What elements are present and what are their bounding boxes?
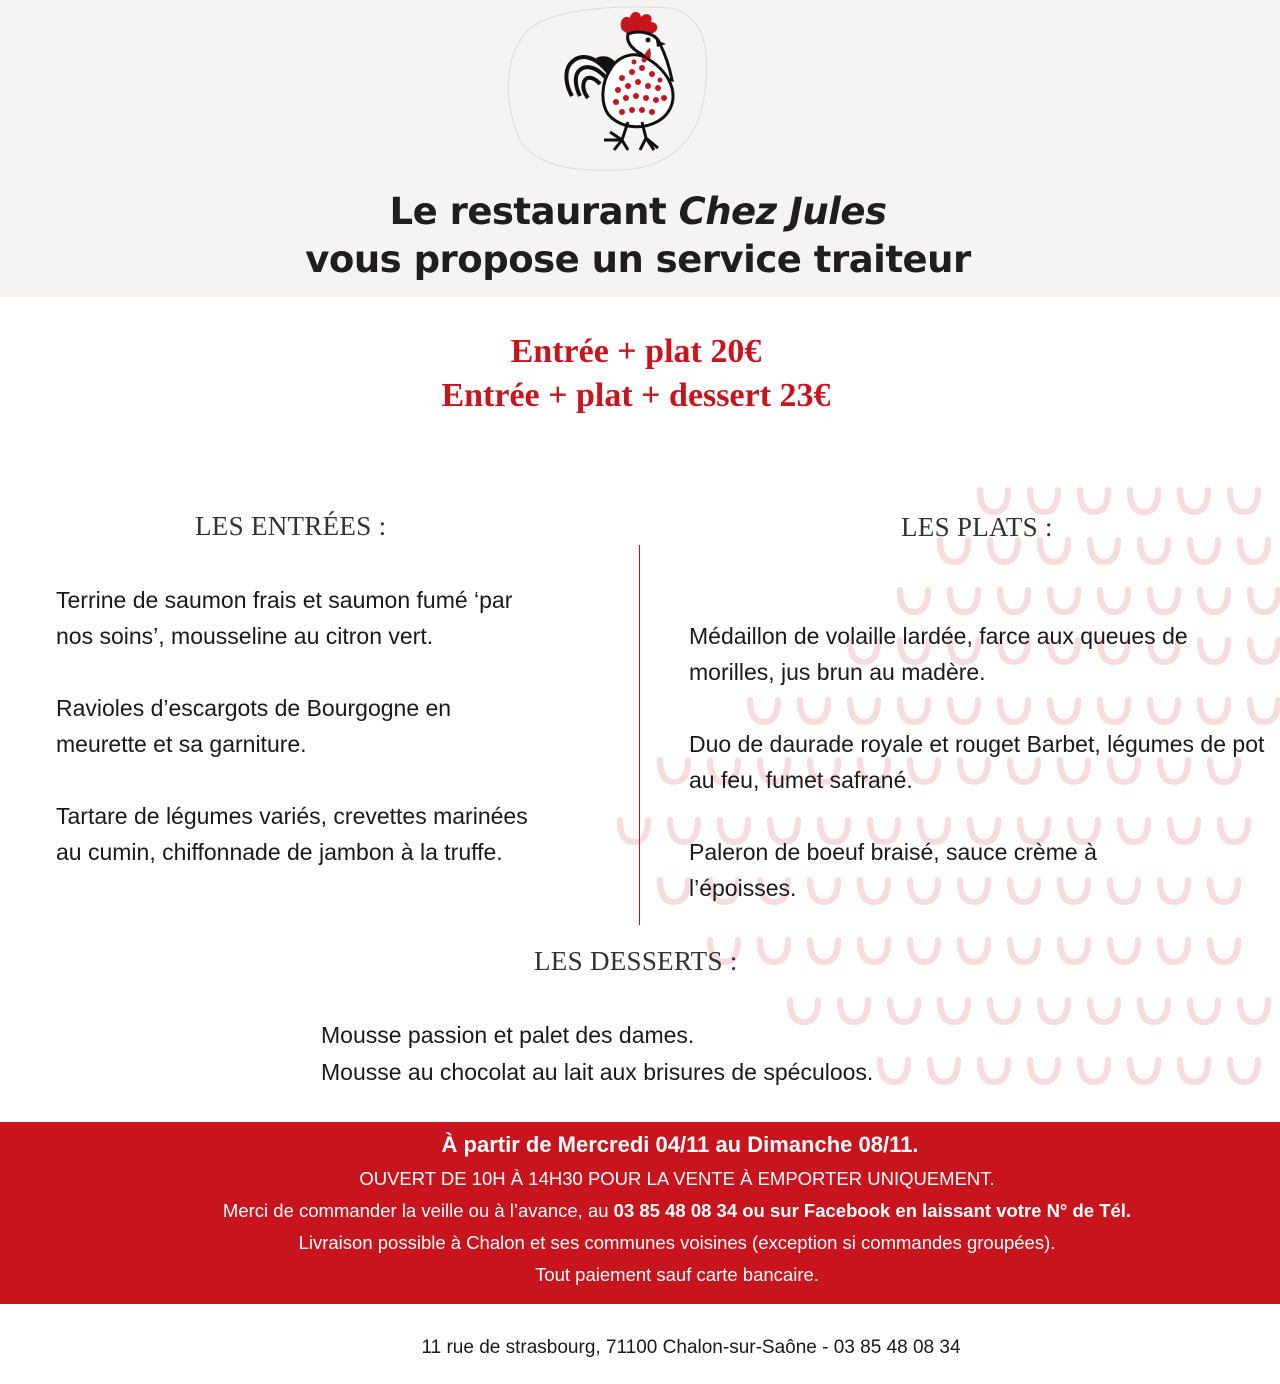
title-line-2: vous propose un service traiteur (305, 238, 971, 281)
title-line-1 (0, 188, 1276, 236)
price-menu-3-courses: Entrée + plat + dessert 23€ (441, 377, 831, 414)
list-item: Tartare de légumes variés, crevettes marinées au cumin, chiffonnade de jambon à la truffe. (56, 803, 528, 865)
banner-dates: À partir de Mercredi 04/11 au Dimanche 08/11. (441, 1132, 919, 1157)
column-divider (639, 545, 640, 925)
footer-address: 11 rue de strasbourg, 71100 Chalon-sur-Saône - 03 85 48 08 34 (421, 1337, 961, 1358)
list-item: Mousse passion et palet des dames. (321, 1022, 695, 1048)
desserts-list (321, 1017, 873, 1091)
price-menu-2-courses: Entrée + plat 20€ (510, 333, 762, 370)
header (0, 0, 1280, 297)
info-banner (0, 1122, 1280, 1304)
plats-list (689, 618, 1274, 942)
list-item: Duo de daurade royale et rouget Barbet, légumes de pot au feu, fumet safrané. (689, 731, 1265, 793)
list-item: Paleron de boeuf braisé, sauce crème à l’époisses. (689, 839, 1097, 901)
banner-hours: OUVERT DE 10H À 14H30 POUR LA VENTE À EMPORTER UNIQUEMENT. (359, 1168, 995, 1189)
banner-order-text: Merci de commander la veille ou à l’avance, au (222, 1200, 614, 1221)
plats-heading: LES PLATS : (901, 512, 1053, 542)
banner-order-line (0, 1198, 1280, 1224)
price-list (0, 330, 1272, 418)
restaurant-name: Chez Jules (678, 190, 887, 233)
entrees-list (56, 582, 536, 906)
title-prefix: Le restaurant (389, 190, 679, 233)
list-item: Terrine de saumon frais et saumon fumé ‘par nos soins’, mousseline au citron vert. (56, 587, 513, 649)
list-item: Mousse au chocolat au lait aux brisures de spéculoos. (321, 1059, 874, 1085)
list-item: Ravioles d’escargots de Bourgogne en meurette et sa garniture. (56, 695, 452, 757)
banner-phone-facebook: 03 85 48 08 34 ou sur Facebook en laissant votre N° de Tél. (613, 1200, 1132, 1221)
page-title (0, 188, 1276, 284)
list-item: Médaillon de volaille lardée, farce aux queues de morilles, jus brun au madère. (689, 623, 1188, 685)
banner-payment: Tout paiement sauf carte bancaire. (535, 1264, 819, 1285)
rooster-icon (500, 0, 720, 175)
desserts-heading: LES DESSERTS : (534, 946, 738, 976)
banner-delivery: Livraison possible à Chalon et ses communes voisines (exception si commandes groupées). (298, 1232, 1056, 1253)
entrees-heading: LES ENTRÉES : (195, 511, 387, 541)
